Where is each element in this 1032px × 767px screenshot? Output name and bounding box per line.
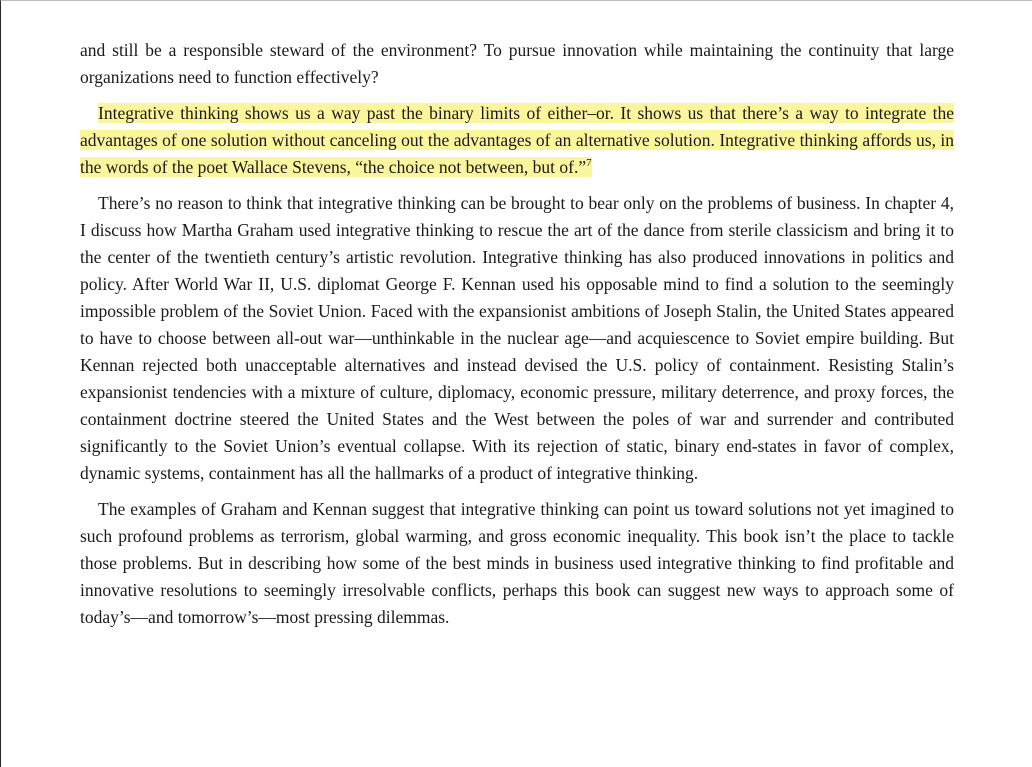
paragraph-continuation[interactable]: and still be a responsible steward of the environment? To pursue innovation while maintaining the continuity that large organizations need to function effectively? [80,40,954,87]
paragraph-examples[interactable]: The examples of Graham and Kennan suggest that integrative thinking can point us toward solutions not yet imagined to such profound problems as terrorism, global warming, and gross economic inequality. This book isn’t the place to tackle those problems. But in describing how some of the best minds in business used integrative thinking to find profitable and innovative resolutions to seemingly irresolvable conflicts, perhaps this book can suggest new ways to approach some of today’s—and tomorrow’s—most pressing dilemmas. [80,499,954,627]
footnote-marker[interactable]: 7 [586,157,592,170]
highlight-span[interactable] [80,103,954,177]
text-column [80,37,954,640]
paragraph-highlighted[interactable] [80,100,954,181]
highlighted-text: Integrative thinking shows us a way past the binary limits of either–or. It shows us that there’s a way to integrate the advantages of one solution without canceling out the advantages of an alternative solution. Integrative thinking affords us, in the words of the poet Wallace Stevens, “the choice not between, but of.” [80,103,954,177]
paragraph-kennan[interactable]: There’s no reason to think that integrative thinking can be brought to bear only on the problems of business. In chapter 4, I discuss how Martha Graham used integrative thinking to rescue the art of the dance from sterile classicism and bring it to the center of the twentieth century’s artistic revolution. Integrative thinking has also produced innovations in politics and policy. After World War II, U.S. diplomat George F. Kennan used his opposable mind to find a solution to the seemingly impossible problem of the Soviet Union. Faced with the expansionist ambitions of Joseph Stalin, the United States appeared to have to choose between all-out war—unthinkable in the nuclear age—and acquiescence to Soviet empire building. But Kennan rejected both unacceptable alternatives and instead devised the U.S. policy of containment. Resisting Stalin’s expansionist tendencies with a mixture of culture, diplomacy, economic pressure, military deterrence, and proxy forces, the containment doctrine steered the United States and the West between the poles of war and surrender and contributed significantly to the Soviet Union’s eventual collapse. With its rejection of static, binary end-states in favor of complex, dynamic systems, containment has all the hallmarks of a product of integrative thinking. [80,193,954,483]
